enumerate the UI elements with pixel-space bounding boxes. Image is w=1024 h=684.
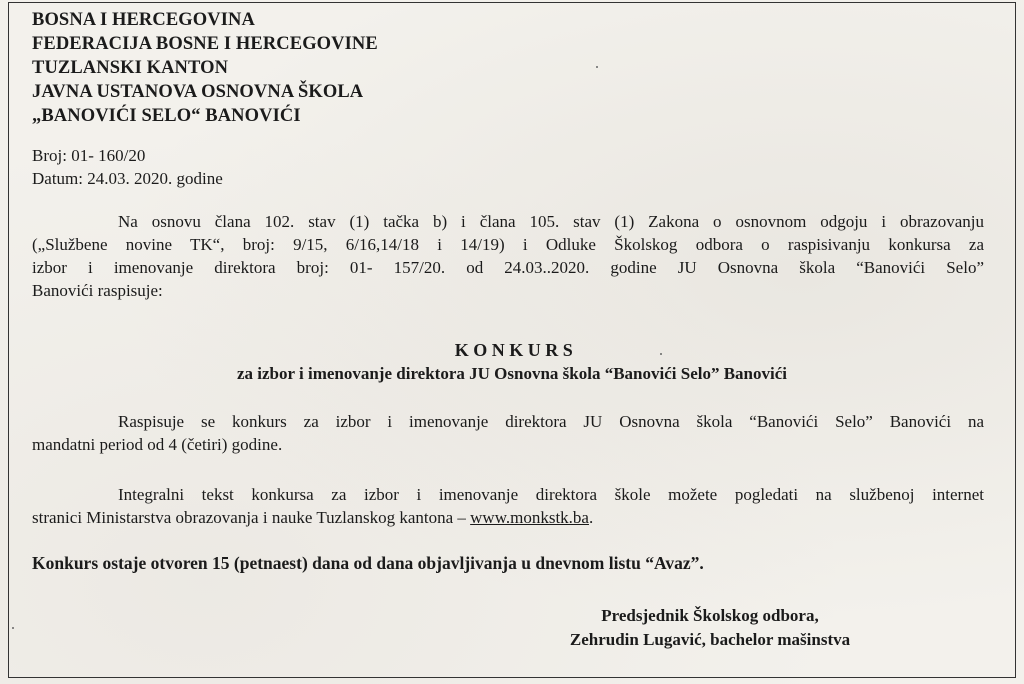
scan-speck	[660, 353, 662, 355]
reference-number: Broj: 01- 160/20	[32, 146, 146, 165]
integral-text-paragraph	[32, 483, 984, 529]
intro-line: Na osnovu člana 102. stav (1) tačka b) i člana 105. stav (1) Zakona o osnovnom odgoju i obrazovanju	[118, 212, 984, 231]
integral-text-line: Integralni tekst konkursa za izbor i imenovanje direktora škole možete pogledati na službenoj internet	[118, 485, 984, 504]
document-meta	[32, 144, 223, 190]
intro-line: Banovići raspisuje:	[32, 281, 163, 300]
integral-text-prefix: stranici Ministarstva obrazovanja i nauke Tuzlanskog kantona –	[32, 508, 471, 527]
integral-text-line	[32, 506, 984, 529]
konkurs-subtitle: za izbor i imenovanje direktora JU Osnovna škola “Banovići Selo” Banovići	[236, 364, 787, 383]
intro-paragraph	[32, 210, 984, 302]
mandate-line: mandatni period od 4 (četiri) godine.	[32, 435, 283, 454]
header-line-institution: JAVNA USTANOVA OSNOVNA ŠKOLA	[32, 82, 364, 102]
signatory-role: Predsjednik Školskog odbora,	[601, 606, 819, 625]
ministry-website-link[interactable]: www.monkstk.ba	[470, 508, 589, 527]
signature-block	[500, 604, 920, 652]
konkurs-heading: KONKURS	[454, 340, 578, 360]
mandate-paragraph	[32, 410, 984, 456]
intro-line: („Službene novine TK“, broj: 9/15, 6/16,14/18 i 14/19) i Odluke Školskog odbora o raspisivanju konkursa za	[32, 235, 984, 254]
header-line-country: BOSNA I HERCEGOVINA	[32, 10, 255, 30]
scan-speck	[12, 627, 14, 629]
header-line-school-name: „BANOVIĆI SELO“ BANOVIĆI	[32, 106, 301, 126]
integral-text-suffix: .	[588, 508, 594, 527]
closing-statement: Konkurs ostaje otvoren 15 (petnaest) dana od dana objavljivanja u dnevnom listu “Avaz”.	[32, 553, 704, 573]
signatory-name: Zehrudin Lugavić, bachelor mašinstva	[569, 630, 851, 649]
document-date: Datum: 24.03. 2020. godine	[32, 169, 223, 188]
header-line-canton: TUZLANSKI KANTON	[32, 58, 229, 78]
header-line-federation: FEDERACIJA BOSNE I HERCEGOVINE	[32, 34, 378, 54]
mandate-line: Raspisuje se konkurs za izbor i imenovanje direktora JU Osnovna škola “Banovići Selo” Banovići na	[118, 412, 984, 431]
institution-header	[32, 8, 378, 128]
scan-speck	[596, 66, 598, 68]
intro-line: izbor i imenovanje direktora broj: 01- 157/20. od 24.03..2020. godine JU Osnovna škola “Banovići Selo”	[32, 258, 984, 277]
